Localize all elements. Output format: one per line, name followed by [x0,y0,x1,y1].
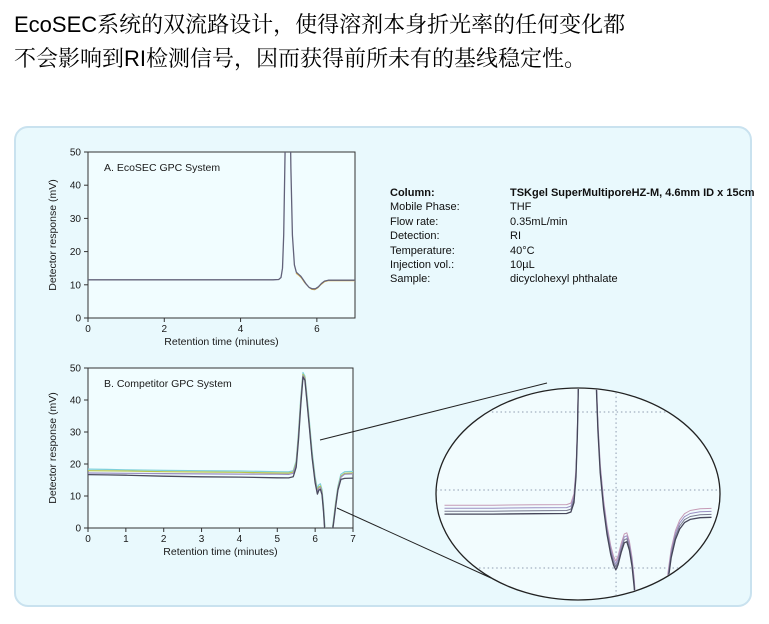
chartA-y-tick-label: 50 [69,147,81,159]
condition-value: TSKgel SuperMultiporeHZ-M, 4.6mm ID x 15cm [510,187,755,199]
condition-row [390,258,755,272]
chartB-x-tick-label: 5 [274,534,281,545]
chartA-y-tick-label: 10 [69,280,81,292]
chartA-y-tick-label: 20 [69,247,81,259]
chartB-y-tick-label: 20 [69,459,81,471]
chartA-x-tick-label: 2 [161,324,168,335]
intro-text-line2: 不会影响到RI检测信号，因而获得前所未有的基线稳定性。 [14,46,587,71]
condition-value: 40°C [510,244,535,257]
condition-row [390,200,755,214]
chartB-plot-area [88,368,353,528]
chartA-title: A. EcoSEC GPC System [104,162,221,174]
chartB-x-tick-label: 0 [85,534,91,545]
chartA-y-tick-label: 0 [75,313,81,325]
chartB-x-tick-label: 2 [160,534,167,545]
chartB-x-axis-title: Retention time (minutes) [163,546,278,558]
chartB-x-tick-label: 3 [198,534,205,545]
condition-row [390,244,755,258]
chartB-x-tick-label: 6 [312,534,318,545]
chartB-y-tick-label: 40 [69,395,81,407]
condition-label: Column: [390,187,435,199]
chartA-y-axis-title: Detector response (mV) [47,179,59,291]
condition-row [390,229,755,243]
condition-row [390,186,755,200]
condition-value: 10µL [510,258,535,271]
chartA-x-tick-label: 0 [85,324,91,335]
condition-label: Detection: [390,230,440,243]
condition-value: dicyclohexyl phthalate [510,273,618,286]
chartB-y-tick-label: 0 [75,523,81,535]
chartB-x-tick-label: 1 [123,534,129,545]
chartB-x-tick-label: 4 [236,534,243,545]
condition-row [390,272,755,286]
chartA-y-tick-label: 40 [69,180,81,192]
intro-text-line1: EcoSEC系统的双流路设计，使得溶剂本身折光率的任何变化都 [14,12,626,37]
condition-label: Mobile Phase: [390,201,460,214]
condition-label: Injection vol.: [390,258,455,271]
chartB-x-tick-label: 7 [350,534,356,545]
condition-label: Temperature: [390,244,455,257]
condition-value: 0.35mL/min [510,215,568,228]
condition-value: RI [510,230,521,243]
chartA-x-tick-label: 4 [237,324,244,335]
chartB-y-tick-label: 10 [69,491,81,503]
condition-label: Sample: [390,273,431,286]
condition-label: Flow rate: [390,215,439,228]
chartA-x-tick-label: 6 [314,324,320,335]
chartB-y-tick-label: 50 [69,363,81,375]
conditions-block [390,186,755,287]
condition-value: THF [510,201,532,214]
chartB-title: B. Competitor GPC System [104,378,232,390]
condition-row [390,215,755,229]
chartA-x-axis-title: Retention time (minutes) [164,336,279,348]
chartA-y-tick-label: 30 [69,213,81,225]
chartB-y-axis-title: Detector response (mV) [47,392,59,504]
chartA-plot-area [88,152,355,318]
chartB-y-tick-label: 30 [69,427,81,439]
